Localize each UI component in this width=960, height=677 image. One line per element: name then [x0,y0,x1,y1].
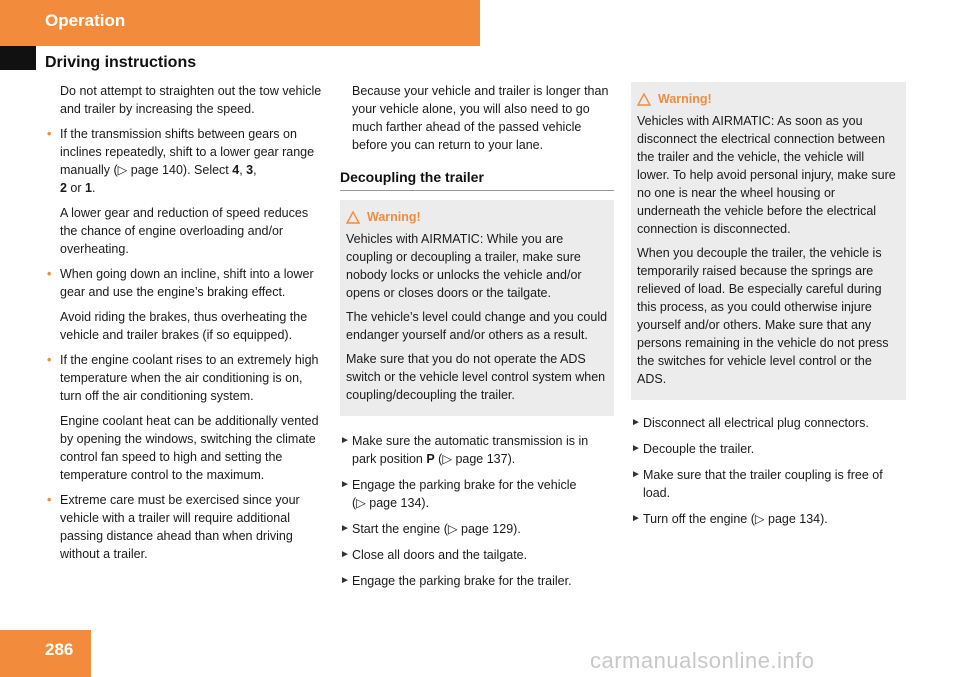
watermark: carmanualsonline.info [590,648,815,673]
bullet-subparagraph: Engine coolant heat can be additionally vented by opening the windows, switching the climate control fan speed to high and setting the temperature control to the maximum. [60,414,319,482]
header-tab-marker [0,46,36,70]
warning-header: Warning! [637,90,900,108]
column-3 [631,82,906,536]
page-number: 286 [45,640,74,659]
action-arrow-icon: ► [631,469,641,480]
warning-box [631,82,906,400]
warning-header: Warning! [346,208,608,226]
bullet-item: • When going down an incline, shift into a lower gear and use the engine’s braking effect. [47,267,314,299]
action-arrow-icon: ► [340,575,350,586]
bullet-item: • Extreme care must be exercised since your vehicle with a trailer will require additional passing distance ahead than when driving without a trailer. [47,493,300,561]
action-step: ► Make sure that the trailer coupling is free of load. [631,468,883,500]
reference-triangle-icon: ▷ [442,452,452,466]
action-arrow-icon: ► [340,523,350,534]
action-arrow-icon: ► [631,417,641,428]
column-2 [340,82,614,598]
reference-triangle-icon: ▷ [754,512,765,526]
action-step: ► Make sure the automatic transmission is in park position P (▷ page 137). [340,434,589,466]
action-step: ► Disconnect all electrical plug connectors. [631,416,869,430]
warning-triangle-icon [346,211,360,224]
action-step: ► Engage the parking brake for the vehicle (▷ page 134). [340,478,577,510]
bullet-item: • If the engine coolant rises to an extremely high temperature when the air conditioning is on, turn off the air conditioning system. [47,353,319,403]
bullet-item: • If the transmission shifts between gears on inclines repeatedly, shift to a lower gear range manually (▷ page 140). Select 4, 3, 2 or 1. [47,127,315,195]
section-title: Decoupling the trailer [340,168,614,191]
intro-paragraph: Because your vehicle and trailer is longer than your vehicle alone, you will also need to go much farther ahead of the passed vehicle before you can return to your lane. [352,84,609,152]
action-arrow-icon: ► [631,513,641,524]
column-1 [45,82,323,570]
bullet-dot: • [47,493,52,507]
warning-text: Vehicles with AIRMATIC: While you are coupling or decoupling a trailer, make sure nobody locks or unlocks the vehicle and/or opens or closes doors or the tailgate. [346,232,582,300]
action-step: ► Decouple the trailer. [631,442,755,456]
warning-text: When you decouple the trailer, the vehicle is temporarily raised because the springs are relieved of load. Be especially careful during this process, as you could otherwise injure yourself and/or others. Make sure that any persons remaining in the vehicle do not press the switches for vehicle level control or the ADS. [637,246,889,386]
action-arrow-icon: ► [340,549,350,560]
action-step: ► Close all doors and the tailgate. [340,548,528,562]
action-arrow-icon: ► [340,479,350,490]
reference-triangle-icon: ▷ [117,163,128,177]
bullet-dot: • [47,127,52,141]
reference-triangle-icon: ▷ [356,496,366,510]
action-arrow-icon: ► [340,435,350,446]
action-step: ► Start the engine (▷ page 129). [340,522,521,536]
action-arrow-icon: ► [631,443,641,454]
action-step: ► Engage the parking brake for the trailer. [340,574,572,588]
intro-paragraph: Do not attempt to straighten out the tow vehicle and trailer by increasing the speed. [60,84,322,116]
warning-text: The vehicle’s level could change and you could endanger yourself and/or others as a result. [346,310,608,342]
reference-triangle-icon: ▷ [447,522,458,536]
action-step: ► Turn off the engine (▷ page 134). [631,512,828,526]
section-header-title: Operation [45,11,126,30]
warning-triangle-icon [637,93,651,106]
bullet-subparagraph: Avoid riding the brakes, thus overheating the vehicle and trailer brakes (if so equipped). [60,310,308,342]
warning-box [340,200,614,416]
bullet-dot: • [47,353,52,367]
bullet-subparagraph: A lower gear and reduction of speed reduces the chance of engine overloading and/or overheating. [60,206,309,256]
page-subtitle: Driving instructions [45,54,197,71]
bullet-dot: • [47,267,52,281]
warning-text: Vehicles with AIRMATIC: As soon as you disconnect the electrical connection between the trailer and the vehicle, the vehicle will lower. To help avoid personal injury, make sure no one is near the wheel housing or underneath the vehicle before the electrical connection is disconnected. [637,114,896,236]
warning-text: Make sure that you do not operate the ADS switch or the vehicle level control system when coupling/decoupling the trailer. [346,352,606,402]
